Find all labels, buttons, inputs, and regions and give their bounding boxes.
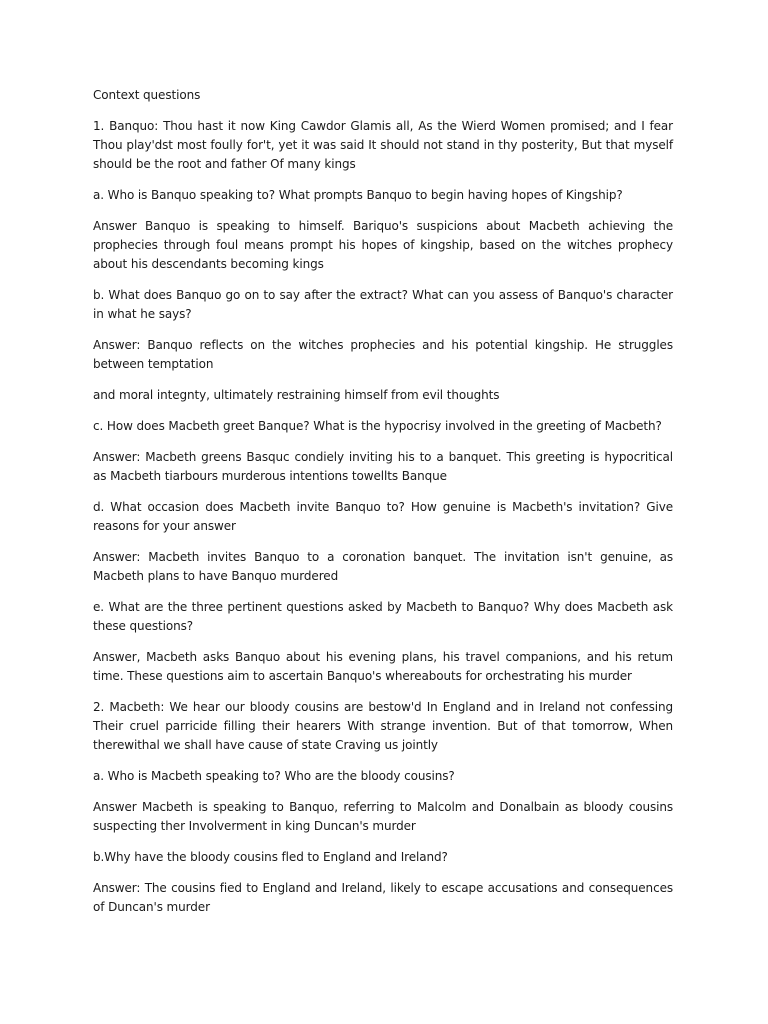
question-1b: b. What does Banquo go on to say after the extract? What can you assess of Banquo's character in what he says? (93, 288, 673, 321)
answer-2b: Answer: The cousins fied to England and Ireland, likely to escape accusations and consequences of Duncan's murder (93, 881, 673, 914)
question-1d: d. What occasion does Macbeth invite Banquo to? How genuine is Macbeth's invitation? Give reasons for your answer (93, 500, 673, 533)
question-2a: a. Who is Macbeth speaking to? Who are the bloody cousins? (93, 769, 455, 783)
document-page (93, 86, 673, 929)
answer-1e: Answer, Macbeth asks Banquo about his evening plans, his travel companions, and his retum time. These questions aim to ascertain Banquo's whereabouts for orchestrating his murder (93, 650, 673, 683)
answer-1a: Answer Banquo is speaking to himself. Bariquo's suspicions about Macbeth achieving the prophecies through foul means prompt his hopes of kingship, based on the witches prophecy about his descendants becoming kings (93, 219, 673, 271)
question-1a: a. Who is Banquo speaking to? What prompts Banquo to begin having hopes of Kingship? (93, 188, 623, 202)
answer-1b-continued: and moral integnty, ultimately restraining himself from evil thoughts (93, 388, 500, 402)
question-2-quote: 2. Macbeth: We hear our bloody cousins are bestow'd In England and in Ireland not confessing Their cruel parricide filling their hearers With strange invention. But of that tomorrow, When therewithal we shall have cause of state Craving us jointly (93, 700, 673, 752)
question-1c: c. How does Macbeth greet Banque? What is the hypocrisy involved in the greeting of Macbeth? (93, 419, 662, 433)
answer-1d: Answer: Macbeth invites Banquo to a coronation banquet. The invitation isn't genuine, as Macbeth plans to have Banquo murdered (93, 550, 673, 583)
document-title: Context questions (93, 88, 201, 102)
answer-1b: Answer: Banquo reflects on the witches prophecies and his potential kingship. He struggles between temptation (93, 338, 673, 371)
question-1e: e. What are the three pertinent questions asked by Macbeth to Banquo? Why does Macbeth ask these questions? (93, 600, 673, 633)
question-1-quote: 1. Banquo: Thou hast it now King Cawdor Glamis all, As the Wierd Women promised; and I fear Thou play'dst most foully for't, yet it was said It should not stand in thy posterity, But that myself should be the root and father Of many kings (93, 119, 673, 171)
answer-1c: Answer: Macbeth greens Basquc condiely inviting his to a banquet. This greeting is hypocritical as Macbeth tiarbours murderous intentions towellts Banque (93, 450, 673, 483)
answer-2a: Answer Macbeth is speaking to Banquo, referring to Malcolm and Donalbain as bloody cousins suspecting ther Involverment in king Duncan's murder (93, 800, 673, 833)
question-2b: b.Why have the bloody cousins fled to England and Ireland? (93, 850, 448, 864)
